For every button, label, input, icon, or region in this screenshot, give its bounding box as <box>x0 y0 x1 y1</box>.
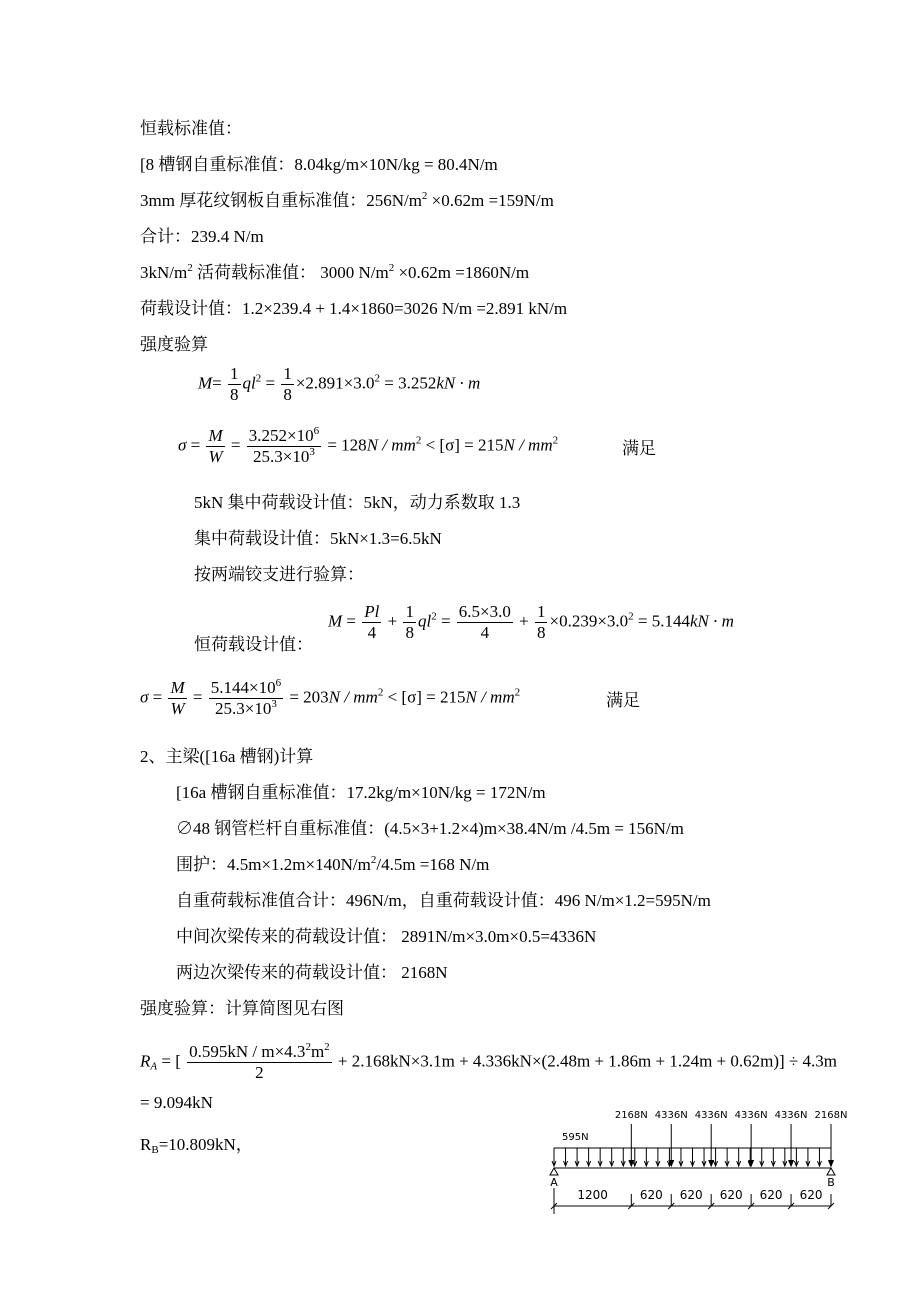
text-dead-design: 恒荷载设计值： <box>194 635 313 654</box>
beam-load-diagram <box>540 1100 870 1225</box>
equation-moment-1: M= $\frac{1}{8}$ $ql^2$ = $\frac{1}{8}$ $\times 2.891\times 3.0^2 = 3.252kN \cdot m$ <box>198 364 481 404</box>
equation-stress-1: σ = $\frac{M}{W}$ = $\frac{3.252\times 10^6}{25.3\times 10^3}$ = $128N / mm^2 < [\sigma] = 215N / mm^2$ <box>178 425 559 466</box>
text-enclosure: 围护：$4.5m\times 1.2m\times 140N/m^2/4.5m =168$ N/m <box>176 854 490 874</box>
span-label: 620 <box>639 1188 663 1202</box>
equation-reaction-a-result: = 9.094kN <box>140 1093 213 1112</box>
heading-dead-load: 恒载标准值： <box>140 119 242 138</box>
point-load-arrowhead <box>789 1160 794 1166</box>
point-load-label: 4336N <box>694 1110 728 1121</box>
point-load-arrowhead <box>709 1160 714 1166</box>
text-channel8-weight: [8 槽钢自重标准值：8.04kg/m×10N/kg = 80.4N/m <box>140 155 498 174</box>
text-self-weight-total: 自重荷载标准值合计：496N/m，自重荷载设计值：496 N/m×1.2=595N/m <box>176 891 711 910</box>
point-load-arrowhead <box>829 1160 834 1166</box>
text-pin-support: 按两端铰支进行验算： <box>194 565 364 584</box>
satisfy-label-2: 满足 <box>606 691 640 710</box>
support-b-triangle <box>827 1168 835 1175</box>
text-channel16a-weight: [16a 槽钢自重标准值：17.2kg/m×10N/kg = 172N/m <box>176 783 546 802</box>
point-load-arrowhead <box>629 1160 634 1166</box>
heading-main-beam: 2、主梁([16a 槽钢)计算 <box>140 747 314 766</box>
text-reaction-b: $R_B=10.809kN$， <box>140 1135 253 1156</box>
support-b-label: B <box>827 1176 835 1189</box>
equation-stress-2: σ = $\frac{M}{W}$ = $\frac{5.144\times 10^6}{25.3\times 10^3}$ = $203N / mm^2 < [\sigma] = 215N / mm^2$ <box>140 677 521 718</box>
support-a-triangle <box>550 1168 558 1175</box>
span-label: 1200 <box>577 1188 608 1202</box>
text-railing-weight: ∅48 钢管栏杆自重标准值：(4.5×3+1.2×4)m×38.4N/m /4.5m = 156N/m <box>176 819 684 838</box>
point-load-label: 2168N <box>614 1110 648 1121</box>
heading-strength-check: 强度验算 <box>140 335 208 354</box>
point-load-label: 2168N <box>814 1110 848 1121</box>
distributed-load-label: 595N <box>562 1132 589 1143</box>
satisfy-label-1: 满足 <box>622 439 656 458</box>
equation-moment-2: M = $\frac{Pl}{4}$ + $\frac{1}{8}$ $ql^2$ = $\frac{6.5\times 3.0}{4}$ + $\frac{1}{8}$ $\times 0.239\times 3.0^2 = 5.144kN \cdot m$ <box>328 602 734 642</box>
text-total: 合计：239.4 N/m <box>140 227 264 246</box>
heading-strength-check-2: 强度验算：计算简图见右图 <box>140 999 344 1018</box>
point-load-label: 4336N <box>654 1110 688 1121</box>
text-live-load: $3kN/m^2$ 活荷载标准值： 3000 $N/m^2 \times 0.62m =1860N/m$ <box>140 262 530 282</box>
point-load-label: 4336N <box>774 1110 808 1121</box>
text-plate-weight: 3mm 厚花纹钢板自重标准值：$256N/m^2 \times 0.62m =159N/m$ <box>140 190 554 210</box>
text-edge-beam-load: 两边次梁传来的荷载设计值： 2168N <box>176 963 448 982</box>
equation-reaction-a: $R_A$ = [ $\frac{0.595kN / m\times 4.3^2m^2}{2}$ + 2.168kN×3.1m + 4.336kN×(2.48m + 1.86m + 1.24m + 0.62m)] ÷ 4.3m <box>140 1041 837 1082</box>
span-label: 620 <box>759 1188 783 1202</box>
text-point-load: 5kN 集中荷载设计值：5kN，动力系数取 1.3 <box>194 493 521 512</box>
point-load-label: 4336N <box>734 1110 768 1121</box>
span-label: 620 <box>719 1188 743 1202</box>
span-label: 620 <box>679 1188 703 1202</box>
text-middle-beam-load: 中间次梁传来的荷载设计值： 2891N/m×3.0m×0.5=4336N <box>176 927 597 946</box>
support-a-label: A <box>550 1176 558 1189</box>
text-point-design: 集中荷载设计值：5kN×1.3=6.5kN <box>194 529 442 548</box>
text-design-load: 荷载设计值：1.2×239.4 + 1.4×1860=3026 N/m =2.891 kN/m <box>140 299 568 318</box>
span-label: 620 <box>799 1188 823 1202</box>
